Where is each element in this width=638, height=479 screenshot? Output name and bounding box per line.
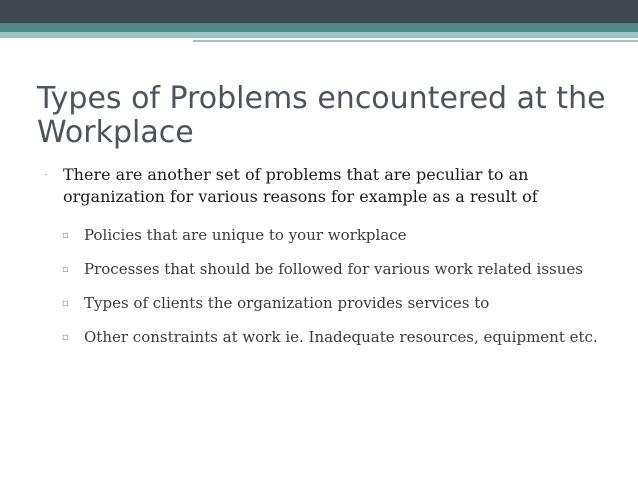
sub-bullet-item (44, 259, 604, 279)
bullet-dot-icon: · (44, 168, 48, 182)
sub-bullet-text: Policies that are unique to your workplace (84, 226, 407, 244)
bullet-square-icon: ▫ (62, 332, 69, 343)
sub-bullet-item (44, 327, 604, 347)
sub-bullet-text: Processes that should be followed for various work related issues (84, 260, 583, 278)
sub-bullet-item (44, 293, 604, 313)
bullet-square-icon: ▫ (62, 264, 69, 275)
header-line (193, 40, 638, 42)
sub-bullet-item (44, 225, 604, 245)
bullet-square-icon: ▫ (62, 230, 69, 241)
header-band-light (0, 32, 638, 38)
slide-body (44, 164, 604, 361)
bullet-square-icon: ▫ (62, 298, 69, 309)
main-bullet (44, 164, 604, 208)
sub-bullet-text: Other constraints at work ie. Inadequate resources, equipment etc. (84, 328, 598, 346)
header-band-dark (0, 0, 638, 23)
sub-bullet-list (44, 225, 604, 347)
sub-bullet-text: Types of clients the organization provides services to (84, 294, 490, 312)
main-bullet-text: There are another set of problems that are peculiar to an organization for various reasons for example as a result of (63, 165, 538, 206)
header-band-accent (0, 23, 638, 32)
slide-title: Types of Problems encountered at the Workplace (37, 81, 606, 150)
